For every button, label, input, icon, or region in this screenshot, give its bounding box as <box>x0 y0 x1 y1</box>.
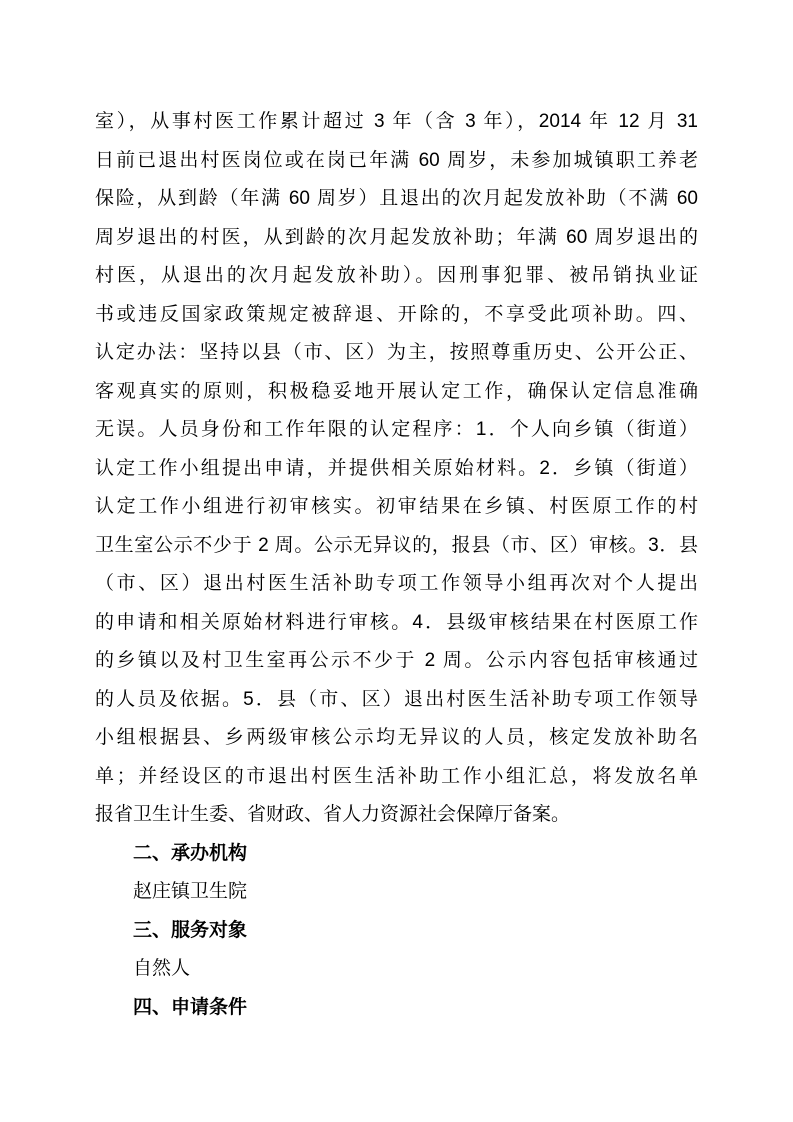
paragraph-text-line: 认定办法：坚持以县（市、区）为主，按照尊重历史、公开公正、 <box>95 342 698 363</box>
document-text-block <box>95 103 698 1027</box>
paragraph-text-line: 的乡镇以及村卫生室再公示不少于 2 周。公示内容包括审核通过 <box>95 650 698 671</box>
paragraph-text-line: 村医，从退出的次月起发放补助）。因刑事犯罪、被吊销执业证 <box>95 265 698 286</box>
paragraph-text-line: 的人员及依据。5．县（市、区）退出村医生活补助专项工作领导 <box>95 688 698 710</box>
policy-paragraph <box>95 103 698 835</box>
paragraph-text-line: 书或违反国家政策规定被辞退、开除的，不享受此项补助。四、 <box>95 303 698 325</box>
paragraph-text-line: 认定工作小组提出申请，并提供相关原始材料。2．乡镇（街道） <box>95 457 698 479</box>
paragraph-text-line: 日前已退出村医岗位或在岗已年满 60 周岁，未参加城镇职工养老 <box>95 149 698 171</box>
section-text-line: 三、服务对象 <box>133 919 248 941</box>
section-text-line: 自然人 <box>133 958 191 979</box>
paragraph-text-line: 无误。人员身份和工作年限的认定程序：1．个人向乡镇（街道） <box>95 419 698 440</box>
paragraph-text-line: 客观真实的原则，积极稳妥地开展认定工作，确保认定信息准确 <box>95 380 698 402</box>
paragraph-text-line: 认定工作小组进行初审核实。初审结果在乡镇、村医原工作的村 <box>95 496 698 517</box>
section-text-line: 四、申请条件 <box>133 996 248 1018</box>
paragraph-text-line: 卫生室公示不少于 2 周。公示无异议的，报县（市、区）审核。3．县 <box>95 534 698 556</box>
paragraph-text-line: 室），从事村医工作累计超过 3 年（含 3 年），2014 年 12 月 31 <box>95 111 698 132</box>
section-text-line: 赵庄镇卫生院 <box>133 881 248 902</box>
paragraph-text-line: 保险，从到龄（年满 60 周岁）且退出的次月起发放补助（不满 60 <box>95 188 698 209</box>
paragraph-text-line: 的申请和相关原始材料进行审核。4．县级审核结果在村医原工作 <box>95 611 698 633</box>
paragraph-text-line: 单；并经设区的市退出村医生活补助工作小组汇总，将发放名单 <box>95 765 698 787</box>
paragraph-text-line: 周岁退出的村医，从到龄的次月起发放补助；年满 60 周岁退出的 <box>95 226 698 248</box>
paragraph-text-line: 小组根据县、乡两级审核公示均无异议的人员，核定发放补助名 <box>95 727 698 748</box>
paragraph-text-line: （市、区）退出村医生活补助专项工作领导小组再次对个人提出 <box>95 573 698 594</box>
paragraph-text-line: 报省卫生计生委、省财政、省人力资源社会保障厅备案。 <box>95 804 571 825</box>
section-text-line: 二、承办机构 <box>133 842 248 864</box>
document-sections <box>95 835 698 1028</box>
